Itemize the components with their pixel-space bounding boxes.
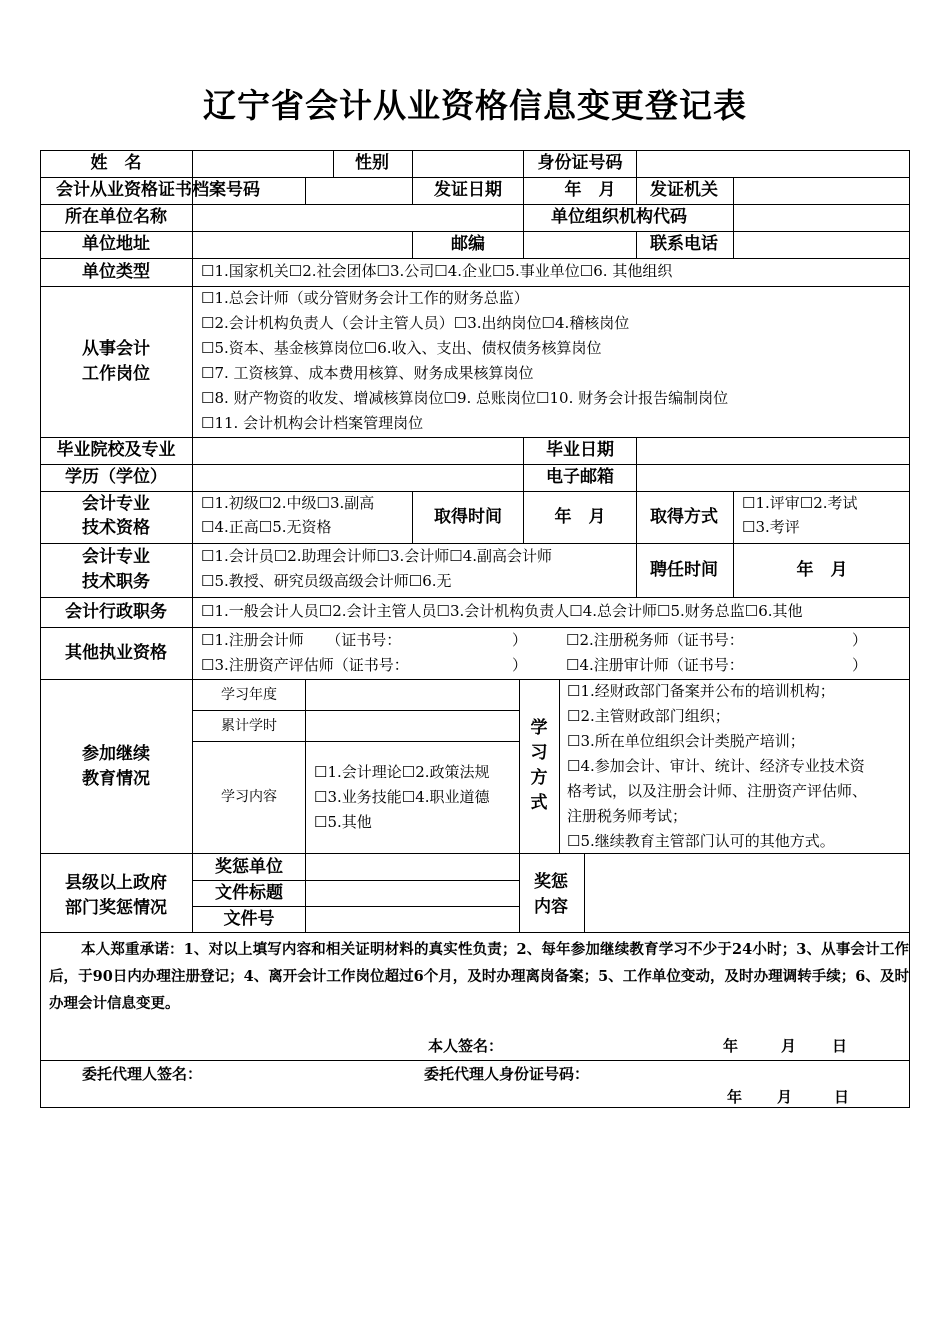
qual-time-value: 年 月	[554, 507, 606, 527]
other-qual-cpa[interactable]: ☐1.注册会计师 （证书号：	[201, 631, 402, 649]
col-divider	[519, 679, 520, 932]
other-qual-auditor[interactable]: ☐4.注册审计师（证书号：	[566, 656, 744, 674]
col-divider	[412, 231, 413, 258]
agent-month: 月	[777, 1088, 793, 1106]
title-post-label-line2: 技术职务	[82, 572, 150, 592]
col-divider	[636, 231, 637, 258]
award-label-line1: 县级以上政府	[65, 873, 167, 893]
signature-label: 本人签名：	[428, 1037, 504, 1055]
other-qual-paren: ）	[852, 631, 868, 649]
qual-method-options-1[interactable]: ☐1.评审☐2.考试	[742, 494, 858, 512]
col-divider	[412, 150, 413, 177]
qual-label-line1: 会计专业	[82, 494, 150, 514]
col-divider	[523, 177, 524, 204]
row-divider	[40, 286, 910, 287]
row-divider	[40, 177, 910, 178]
row-divider	[40, 491, 910, 492]
issue-date-value: 年 月	[564, 180, 616, 200]
col-divider	[305, 177, 306, 204]
row-divider	[40, 1060, 910, 1061]
award-doc-no-label: 文件号	[223, 909, 275, 929]
study-method-option[interactable]: ☐3.所在单位组织会计类脱产培训；	[567, 732, 805, 750]
col-divider	[192, 150, 193, 258]
unit-type-options[interactable]: ☐1.国家机关☐2.社会团体☐3.公司☐4.企业☐5.事业单位☐6. 其他组织	[201, 262, 673, 280]
form-title: 辽宁省会计从业资格信息变更登记表	[203, 86, 747, 125]
col-divider	[559, 679, 560, 853]
study-method-option-cont: 注册税务师考试；	[567, 807, 688, 825]
col-divider	[192, 258, 193, 932]
gender-label: 性别	[355, 153, 389, 173]
row-divider	[40, 679, 910, 680]
issue-date-label: 发证日期	[434, 180, 502, 200]
study-method-option-cont: 格考试，以及注册会计师、注册资产评估师、	[567, 782, 868, 800]
other-qual-paren: ）	[512, 631, 528, 649]
admin-options[interactable]: ☐1.一般会计人员☐2.会计主管人员☐3.会计机构负责人☐4.总会计师☐5.财务总监☐6.其他	[201, 602, 803, 620]
org-code-label: 单位组织机构代码	[551, 207, 687, 227]
award-doc-title-label: 文件标题	[215, 883, 283, 903]
agent-signature-label: 委托代理人签名：	[82, 1065, 203, 1083]
col-divider	[523, 204, 524, 231]
study-content-options-1[interactable]: ☐1.会计理论☐2.政策法规	[314, 763, 490, 781]
col-divider	[733, 491, 734, 597]
study-method-option[interactable]: ☐1.经财政部门备案并公布的培训机构；	[567, 682, 835, 700]
address-label: 单位地址	[82, 234, 150, 254]
award-content-label-line2: 内容	[534, 897, 568, 917]
col-divider	[523, 150, 524, 177]
row-divider	[40, 464, 910, 465]
issuer-label: 发证机关	[650, 180, 718, 200]
study-method-option[interactable]: ☐5.继续教育主管部门认可的其他方式。	[567, 832, 835, 850]
row-divider	[40, 932, 910, 933]
qual-label-line2: 技术资格	[82, 518, 150, 538]
row-divider	[40, 627, 910, 628]
cont-edu-label-line1: 参加继续	[82, 744, 150, 764]
study-method-char: 方	[530, 768, 548, 788]
phone-label: 联系电话	[650, 234, 718, 254]
other-qual-paren: ）	[512, 656, 528, 674]
award-label-line2: 部门奖惩情况	[65, 898, 167, 918]
row-divider	[40, 853, 910, 854]
agent-day: 日	[834, 1088, 850, 1106]
agent-id-label: 委托代理人身份证号码：	[424, 1065, 590, 1083]
qual-options-2[interactable]: ☐4.正高☐5.无资格	[201, 518, 332, 536]
qual-method-options-2[interactable]: ☐3.考评	[742, 518, 800, 536]
title-post-label-line1: 会计专业	[82, 547, 150, 567]
row-divider	[40, 204, 910, 205]
other-qual-label: 其他执业资格	[65, 643, 167, 663]
postcode-label: 邮编	[451, 234, 485, 254]
post-option[interactable]: ☐11. 会计机构会计档案管理岗位	[201, 414, 424, 432]
signature-year: 年	[723, 1037, 739, 1055]
col-divider	[636, 177, 637, 204]
col-divider	[305, 679, 306, 932]
study-content-options-3[interactable]: ☐5.其他	[314, 813, 372, 831]
row-divider	[192, 710, 519, 711]
col-divider	[584, 853, 585, 932]
post-option[interactable]: ☐1.总会计师（或分管财务会计工作的财务总监）	[201, 289, 529, 307]
award-unit-label: 奖惩单位	[215, 857, 283, 877]
signature-month: 月	[781, 1037, 797, 1055]
row-divider	[192, 741, 519, 742]
col-divider	[333, 150, 334, 177]
row-divider	[192, 906, 519, 907]
col-divider	[636, 491, 637, 597]
row-divider	[40, 543, 910, 544]
post-label-line1: 从事会计	[82, 339, 150, 359]
id-number-label: 身份证号码	[537, 153, 623, 173]
row-divider	[40, 231, 910, 232]
study-content-label: 学习内容	[221, 789, 277, 805]
qual-time-label: 取得时间	[434, 507, 502, 527]
row-divider	[40, 597, 910, 598]
hire-time-value: 年 月	[796, 560, 848, 580]
post-label-line2: 工作岗位	[82, 364, 150, 384]
unit-name-label: 所在单位名称	[65, 207, 167, 227]
study-content-options-2[interactable]: ☐3.业务技能☐4.职业道德	[314, 788, 490, 806]
row-divider	[192, 880, 519, 881]
admin-label: 会计行政职务	[65, 602, 167, 622]
other-qual-appraiser[interactable]: ☐3.注册资产评估师（证书号：	[201, 656, 409, 674]
col-divider	[733, 177, 734, 204]
col-divider	[636, 150, 637, 177]
email-label: 电子邮箱	[546, 467, 614, 487]
row-divider	[40, 258, 910, 259]
study-method-char: 习	[530, 743, 548, 763]
col-divider	[523, 491, 524, 543]
row-divider	[40, 437, 910, 438]
col-divider	[412, 177, 413, 204]
cont-edu-label-line2: 教育情况	[82, 769, 150, 789]
education-label: 学历（学位）	[65, 467, 167, 487]
col-divider	[733, 231, 734, 258]
award-content-label-line1: 奖惩	[534, 872, 568, 892]
qual-method-label: 取得方式	[650, 507, 718, 527]
qual-options-1[interactable]: ☐1.初级☐2.中级☐3.副高	[201, 494, 375, 512]
signature-day: 日	[832, 1037, 848, 1055]
col-divider	[733, 204, 734, 231]
study-year-label: 学习年度	[221, 687, 277, 703]
title-post-options-1[interactable]: ☐1.会计员☐2.助理会计师☐3.会计师☐4.副高会计师	[201, 547, 553, 565]
study-method-char: 学	[530, 718, 548, 738]
study-hours-label: 累计学时	[221, 718, 277, 734]
col-divider	[523, 231, 524, 258]
post-option[interactable]: ☐8. 财产物资的收发、增减核算岗位☐9. 总账岗位☐10. 财务会计报告编制岗位	[201, 389, 729, 407]
study-method-char: 式	[530, 793, 548, 813]
unit-type-label: 单位类型	[82, 262, 150, 282]
post-option[interactable]: ☐7. 工资核算、成本费用核算、财务成果核算岗位	[201, 364, 534, 382]
hire-time-label: 聘任时间	[650, 560, 718, 580]
agent-year: 年	[727, 1088, 743, 1106]
study-method-option[interactable]: ☐4.参加会计、审计、统计、经济专业技术资	[567, 757, 865, 775]
study-method-option[interactable]: ☐2.主管财政部门组织；	[567, 707, 730, 725]
post-option[interactable]: ☐5.资本、基金核算岗位☐6.收入、支出、债权债务核算岗位	[201, 339, 602, 357]
col-divider	[523, 437, 524, 491]
post-option[interactable]: ☐2.会计机构负责人（会计主管人员）☐3.出纳岗位☐4.稽核岗位	[201, 314, 630, 332]
other-qual-paren: ）	[852, 656, 868, 674]
commitment-text: 本人郑重承诺：1、对以上填写内容和相关证明材料的真实性负责；2、每年参加继续教育学习不少于24小时；3、从事会计工作后，于90日内办理注册登记；4、离开会计工作岗位超过6个月，及时办理离岗备案；5、工作单位变动，及时办理调转手续；6、及时办理会计信息变更。	[49, 941, 909, 1012]
cert-archive-label: 会计从业资格证书档案号码	[56, 180, 260, 200]
title-post-options-2[interactable]: ☐5.教授、研究员级高级会计师☐6.无	[201, 572, 452, 590]
grad-date-label: 毕业日期	[546, 440, 614, 460]
school-label: 毕业院校及专业	[56, 440, 176, 460]
col-divider	[636, 437, 637, 491]
name-label: 姓 名	[90, 153, 142, 173]
other-qual-tax[interactable]: ☐2.注册税务师（证书号：	[566, 631, 744, 649]
col-divider	[412, 491, 413, 543]
